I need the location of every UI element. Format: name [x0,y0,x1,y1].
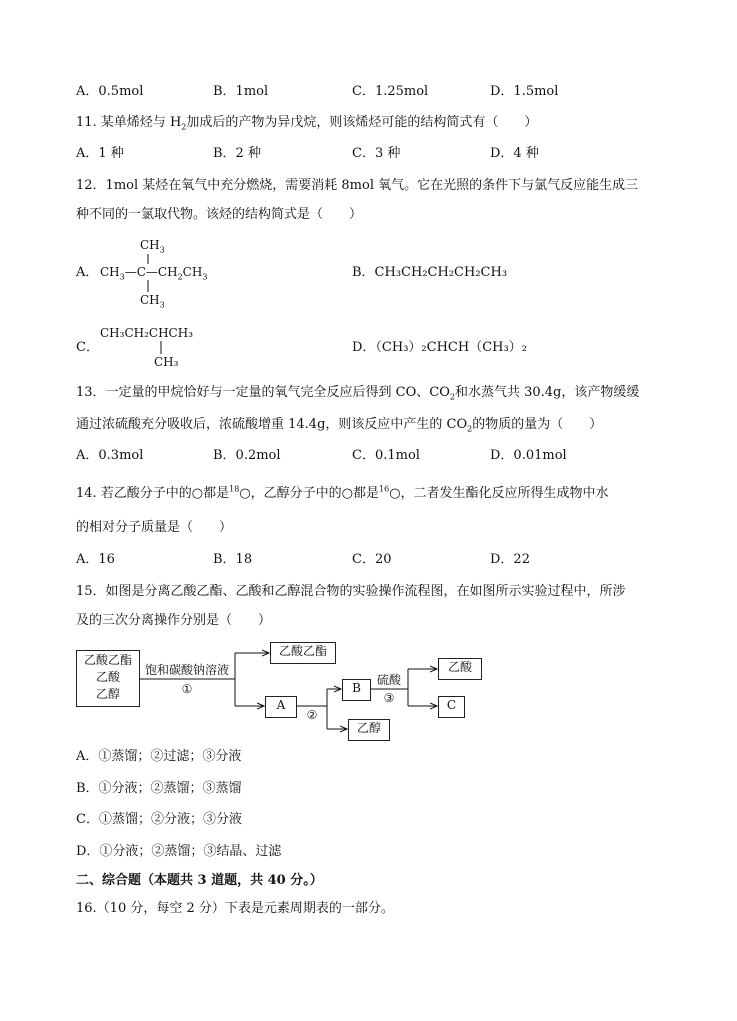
q10-option-d: D．1.5mol [490,84,559,99]
box-a: A [265,696,297,718]
q11-stem: 11. 某单烯烃与 $H_2$加成后的产物为异戊烷，则该烯烃可能的结构简式有（ ） [76,115,538,132]
step-label-2: ② [306,708,318,722]
structure-a-top-ch3: $CH_3$ [140,238,165,255]
step-label-3: ③ [383,691,395,705]
reagent-label-3: 硫酸 [376,673,401,687]
q11-option-c: C．3 种 [352,146,401,161]
structure-c-branch: CH₃ [154,355,179,369]
q15-stem-line1: 15．如图是分离乙酸乙酯、乙酸和乙醇混合物的实验操作流程图，在如图所示实验过程中，所涉 [76,584,626,599]
structure-a-bottom-ch3: $CH_3$ [140,293,165,310]
q14-stem-line1: 14. 若乙酸分子中的○都是$^{18}$○，乙醇分子中的○都是$^{16}$○，二者发生酯化反应所得生成物中水 [76,484,609,501]
section-heading: 二、综合题（本题共 3 道题，共 40 分。） [76,873,323,888]
q14-option-c: C．20 [352,552,392,567]
q14-option-a: A．16 [76,552,115,567]
q12-option-d: D．（CH₃）₂CHCH（CH₃）₂ [352,340,527,355]
q12-option-c-label: C． [76,340,99,355]
q10-option-c: C．1.25mol [352,84,429,99]
mixture-box: 乙酸乙酯 乙酸 乙醇 [76,650,140,707]
product-ester-box: 乙酸乙酯 [270,642,336,664]
q10-option-b: B．1mol [213,84,269,99]
q13-option-c: C．0.1mol [352,448,420,463]
q12-stem-line2: 种不同的一氯取代物。该烃的结构简式是（ ） [76,207,363,222]
q14-stem-line2: 的相对分子质量是（ ） [76,520,233,535]
q14-option-b: B．18 [213,552,253,567]
q13-option-d: D．0.01mol [490,448,567,463]
step-label-1: ① [181,682,193,696]
q15-option-c: C．①蒸馏；②分液；③分液 [76,812,242,827]
q11-option-a: A．1 种 [76,146,124,161]
product-ethanol-box: 乙醇 [348,719,390,741]
product-acid-box: 乙酸 [438,658,482,680]
q13-stem-line1: 13．一定量的甲烷恰好与一定量的氧气完全反应后得到 CO、$CO_2$和水蒸气共 30.4g，该产物缓缓 [76,385,640,402]
q15-option-d: D．①分液；②蒸馏；③结晶、过滤 [76,844,282,859]
structure-c-main-chain: CH₃CH₂CHCH₃ [100,326,194,340]
q13-stem-line2: 通过浓硫酸充分吸收后，浓硫酸增重 14.4g，则该反应中产生的 $CO_2$的物质的量为（ ） [76,417,603,434]
q15-option-a: A．①蒸馏；②过滤；③分液 [76,749,242,764]
q14-option-d: D．22 [490,552,530,567]
q16-stem: 16.（10 分，每空 2 分）下表是元素周期表的一部分。 [76,901,394,916]
box-c: C [438,696,465,718]
q15-stem-line2: 及的三次分离操作分别是（ ） [76,613,272,628]
reagent-label-1: 饱和碳酸钠溶液 [144,663,229,677]
q13-option-a: A．0.3mol [76,448,144,463]
q15-option-b: B．①分液；②蒸馏；③蒸馏 [76,781,242,796]
q13-option-b: B．0.2mol [213,448,281,463]
q12-option-a-label: A． [76,265,99,280]
q10-option-a: A．0.5mol [76,84,144,99]
q11-option-b: B．2 种 [213,146,261,161]
box-b: B [342,679,371,701]
q12-stem-line1: 12．1mol 某烃在氧气中充分燃烧，需要消耗 8mol 氧气。它在光照的条件下与氯气反应能生成三 [76,178,639,193]
q11-option-d: D．4 种 [490,146,539,161]
q12-option-b: B．CH₃CH₂CH₂CH₂CH₃ [352,265,508,280]
structure-a-main-chain: $CH_3—C—CH_2CH_3$ [100,265,208,282]
